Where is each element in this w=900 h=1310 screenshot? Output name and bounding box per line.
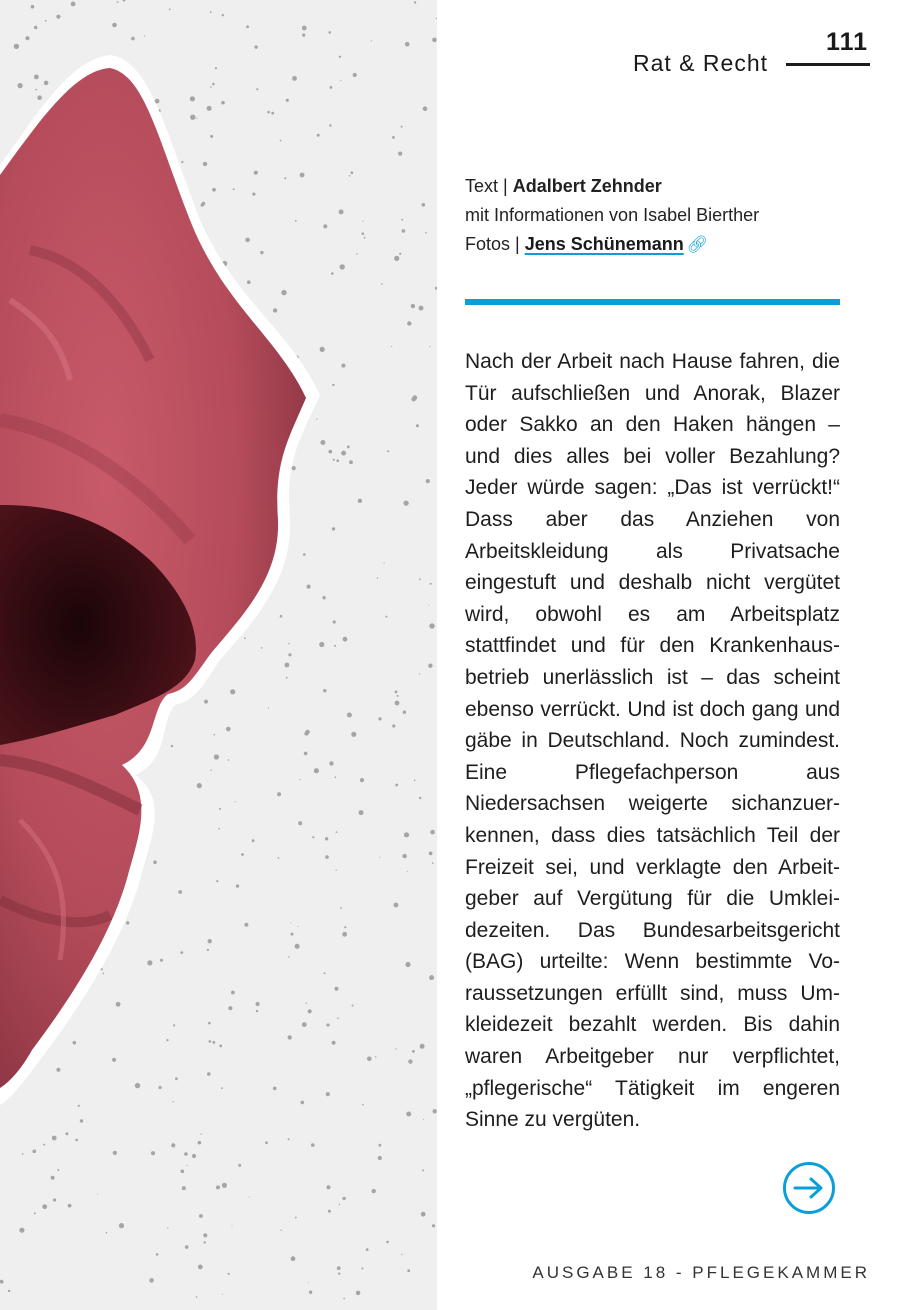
credits-block [465, 172, 759, 259]
author-name: Adalbert Zehnder [512, 176, 662, 196]
section-title: Rat & Recht [633, 50, 768, 76]
photographer-link[interactable]: Jens Schünemann [524, 234, 684, 254]
page-number: 111 [826, 28, 868, 56]
photographer-line [465, 230, 759, 259]
author-line [465, 172, 759, 201]
issue-footer: AUSGABE 18 - PFLEGEKAMMER [532, 1263, 870, 1282]
hero-photo-red-hoodie [0, 0, 437, 1310]
section-rule-divider [786, 63, 870, 66]
arrow-right-icon [793, 1176, 825, 1200]
text-label: Text | [465, 176, 513, 196]
next-page-button[interactable] [783, 1162, 835, 1214]
info-line: mit Informationen von Isabel Bierther [465, 205, 760, 225]
link-icon[interactable]: 🔗︎ [686, 235, 709, 254]
accent-divider [465, 299, 840, 305]
hoodie-illustration [0, 0, 437, 1310]
photos-label: Fotos | [465, 234, 525, 254]
article-body: Nach der Arbeit nach Hause fahren, die Tür aufschließen und Anorak, Blazer oder Sakko an den Haken hängen – und dies alles bei voller Bezahlung? Jeder würde sagen: „Das ist verrückt!“ Dass aber das Anziehen von Arbeitskleidung als Privatsache eingestuft und deshalb nicht vergütet wird, obwohl es am Arbeitsplatz stattfindet und für den Krankenhausbetrieb unerlässlich ist – das scheint ebenso verrückt. Und ist doch gang und gäbe in Deutschland. Noch zumindest. Eine Pflegefachperson aus Niedersachsen weigerte sichanzuerkennen, dass dies tatsächlich Teil der Freizeit sei, und verklagte den Arbeitgeber auf Vergütung für die Umkleidezeiten. Das Bundesarbeitsgericht (BAG) urteilte: Wenn bestimmte Voraussetzungen erfüllt sind, muss Umkleidezeit bezahlt werden. Bis dahin waren Arbeitgeber nur verpflichtet, „pflegerische“ Tätigkeit im engeren Sinne zu vergüten. [465, 350, 840, 1132]
